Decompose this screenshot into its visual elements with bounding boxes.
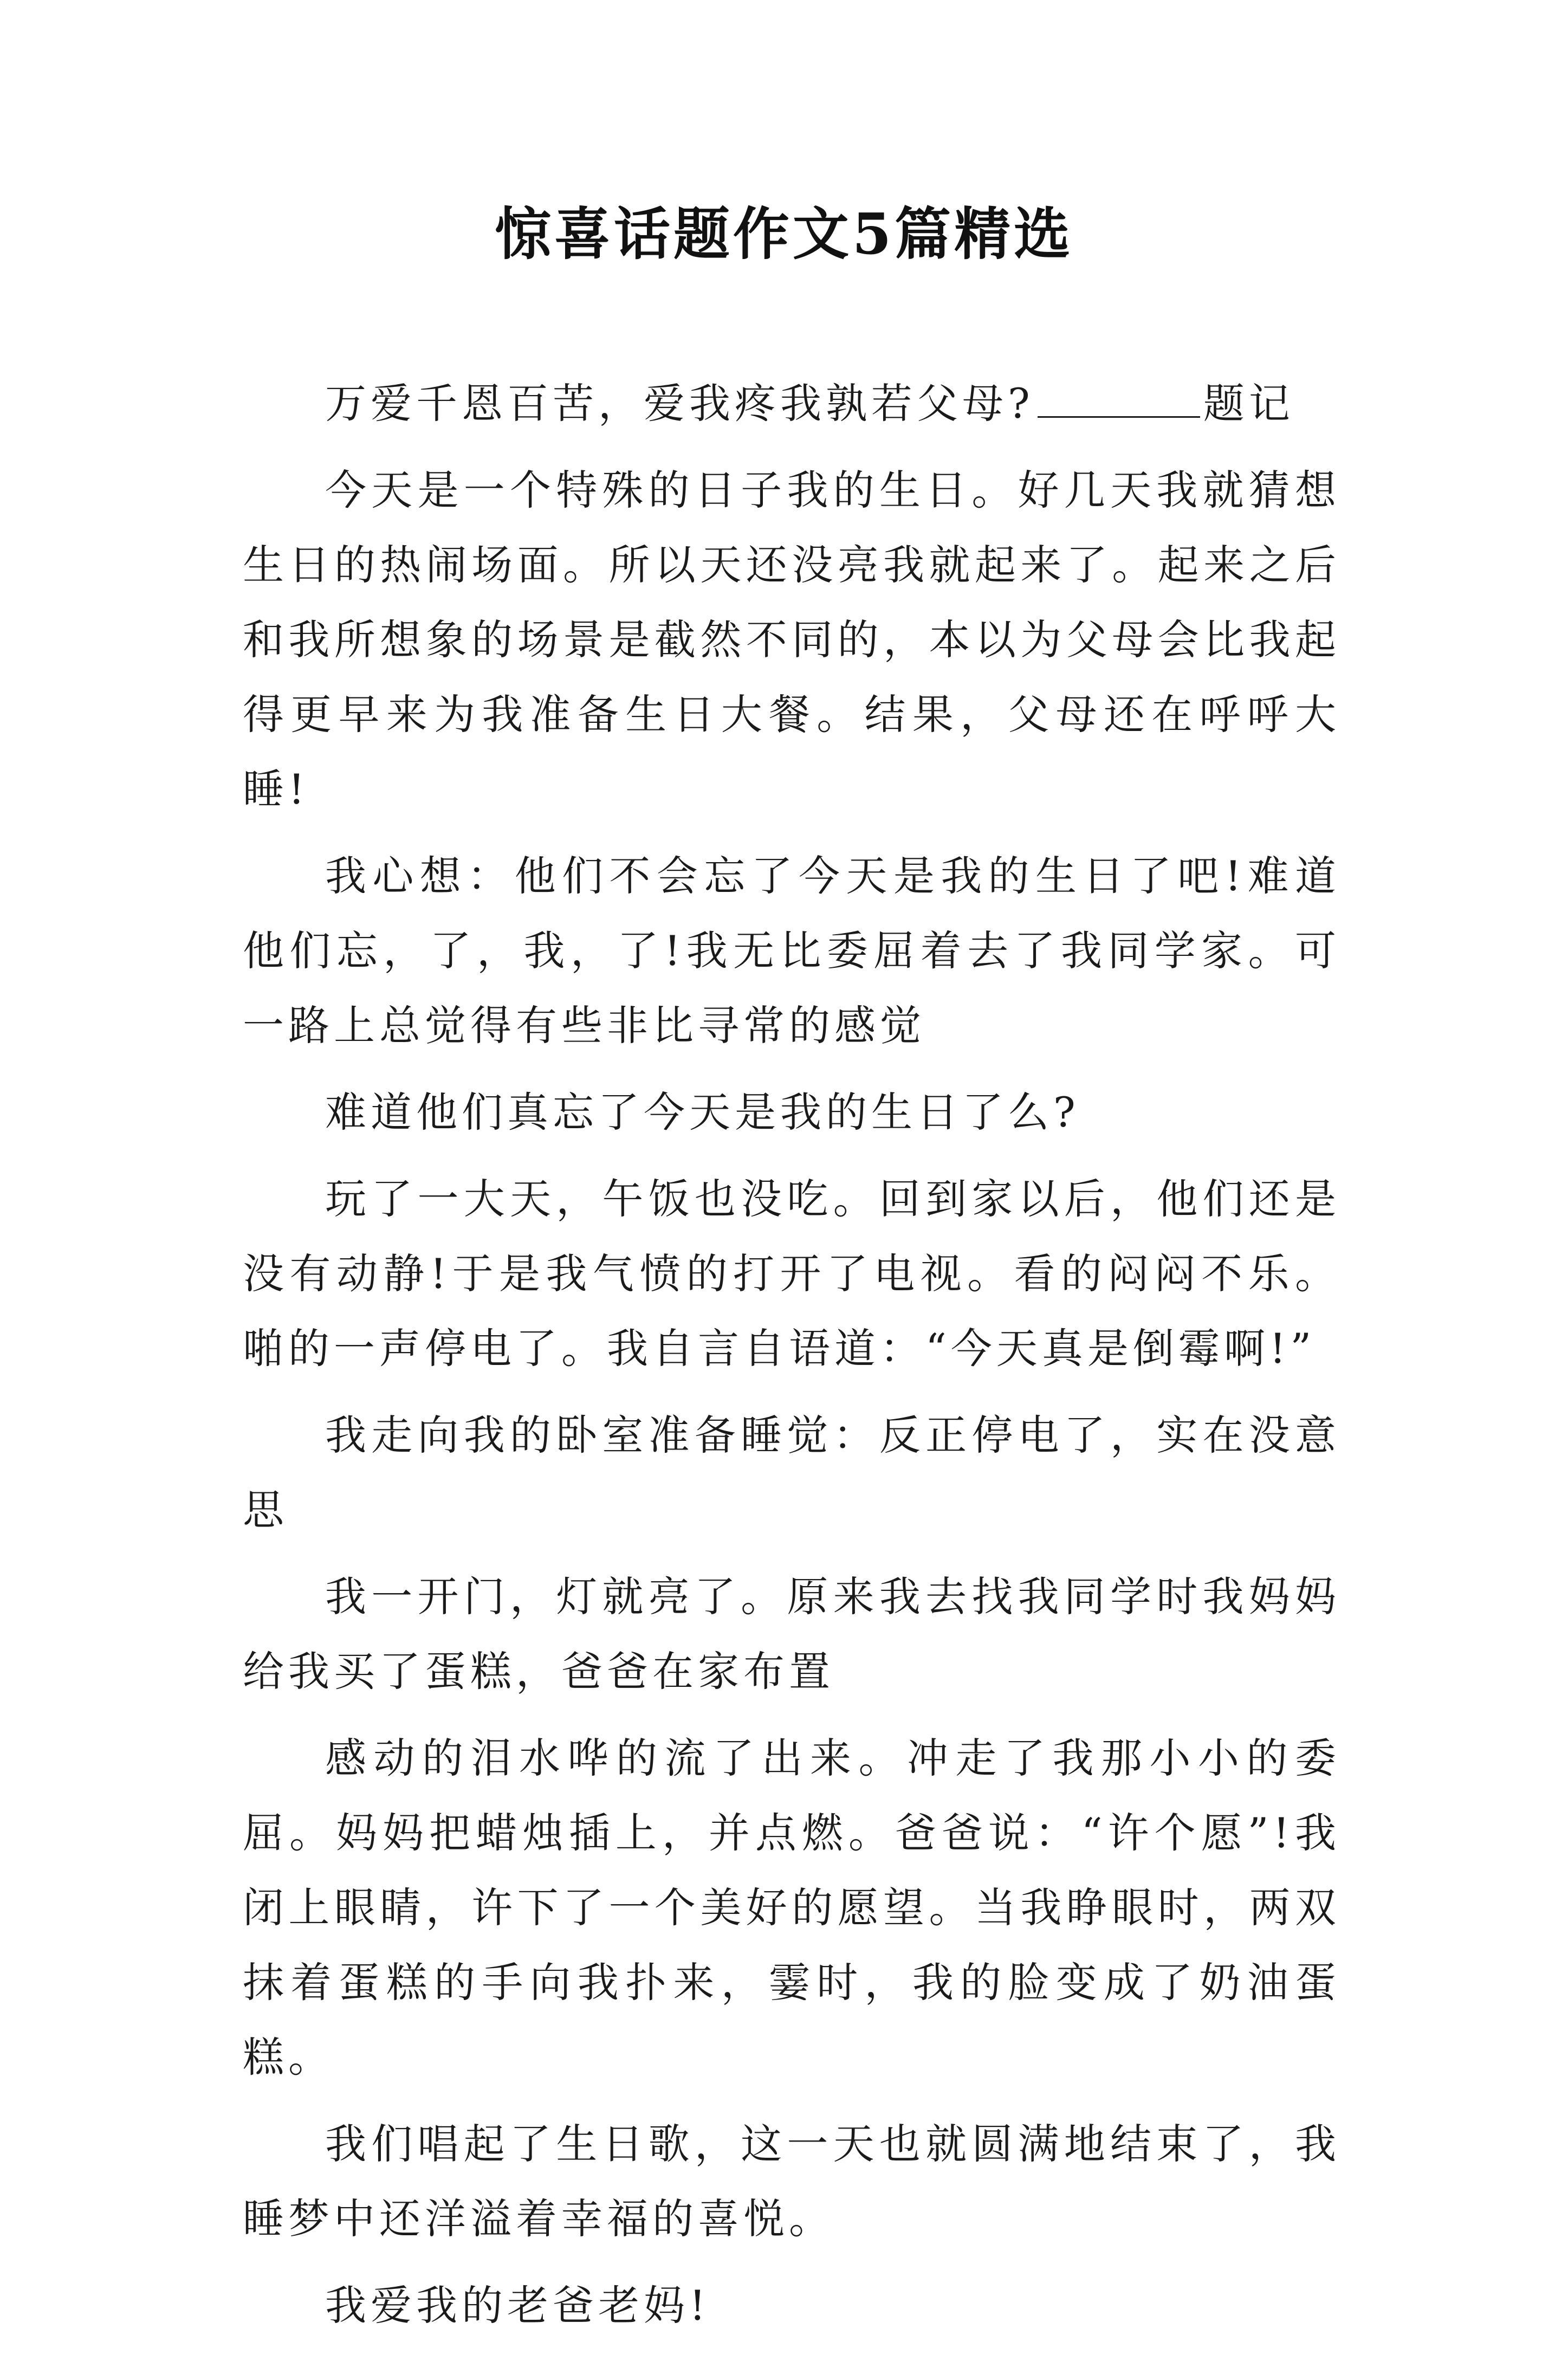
paragraph-8: 我们唱起了生日歌，这一天也就圆满地结束了，我睡梦中还洋溢着幸福的喜悦。 xyxy=(243,2120,1340,2243)
paragraph-4: 玩了一大天，午饭也没吃。回到家以后，他们还是没有动静!于是我气愤的打开了电视。看的闷闷不乐。啪的一声停电了。我自言自语道：“今天真是倒霉啊!” xyxy=(243,1175,1340,1373)
epigraph-line xyxy=(243,366,1340,441)
paragraph-9: 我爱我的老爸老妈! xyxy=(325,2281,710,2330)
document-body xyxy=(243,366,1340,2355)
epigraph-blank-line xyxy=(1038,378,1200,418)
epigraph-text: 万爱千恩百苦，爱我疼我孰若父母? xyxy=(325,379,1034,428)
paragraph-7: 感动的泪水哗的流了出来。冲走了我那小小的委屈。妈妈把蜡烛插上，并点燃。爸爸说：“许个愿”!我闭上眼睛，许下了一个美好的愿望。当我睁眼时，两双抹着蛋糕的手向我扑来，霎时，我的脸变成了奶油蛋糕。 xyxy=(243,1734,1340,2081)
document-title: 惊喜话题作文5篇精选 xyxy=(494,200,1074,267)
paragraph-2: 我心想：他们不会忘了今天是我的生日了吧!难道他们忘，了，我，了!我无比委屈着去了我同学家。可一路上总觉得有些非比寻常的感觉 xyxy=(243,852,1340,1050)
paragraph-6: 我一开门，灯就亮了。原来我去找我同学时我妈妈给我买了蛋糕，爸爸在家布置 xyxy=(243,1573,1340,1696)
paragraph-5: 我走向我的卧室准备睡觉：反正停电了，实在没意思 xyxy=(243,1411,1340,1534)
paragraph-3: 难道他们真忘了今天是我的生日了么? xyxy=(325,1088,1080,1136)
paragraph-1: 今天是一个特殊的日子我的生日。好几天我就猜想生日的热闹场面。所以天还没亮我就起来了。起来之后和我所想象的场景是截然不同的，本以为父母会比我起得更早来为我准备生日大餐。结果，父母还在呼呼大睡! xyxy=(243,466,1340,813)
epigraph-suffix: 题记 xyxy=(1203,379,1294,428)
